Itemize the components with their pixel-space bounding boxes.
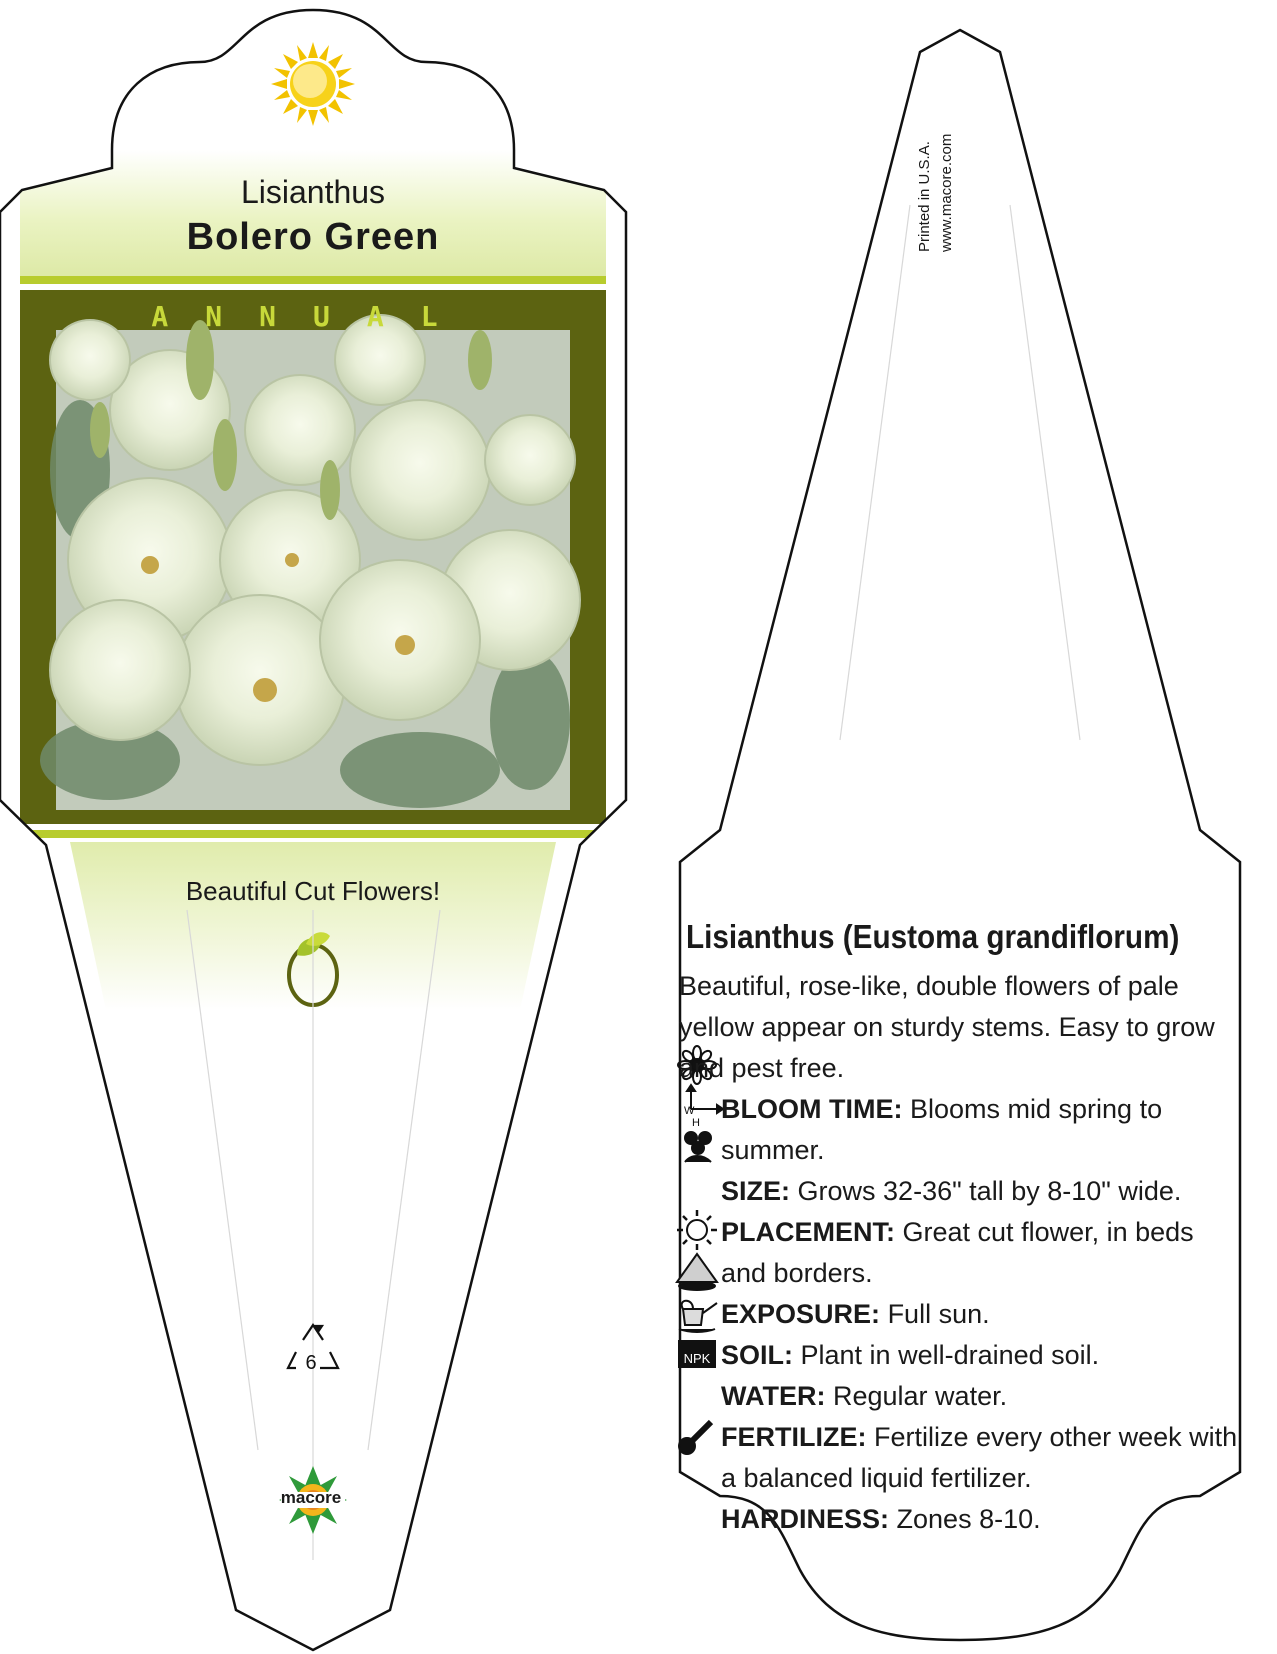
care-water	[679, 1376, 1239, 1417]
care-label: SIZE:	[721, 1176, 791, 1206]
variety-name: Bolero Green	[186, 216, 440, 258]
care-label: WATER:	[721, 1381, 826, 1411]
care-text	[679, 966, 1239, 1540]
care-label: SOIL:	[721, 1340, 793, 1370]
care-soil	[679, 1335, 1239, 1376]
care-value: Blooms mid spring to summer.	[721, 1094, 1163, 1165]
size-w-label: W	[684, 1105, 695, 1117]
size-h-label: H	[692, 1117, 700, 1129]
website: www.macore.com	[938, 133, 955, 252]
care-value: Great cut flower, in beds and borders.	[721, 1217, 1194, 1288]
care-size	[679, 1171, 1239, 1212]
tagline: Beautiful Cut Flowers!	[185, 876, 441, 906]
care-placement	[679, 1212, 1239, 1294]
care-label: FERTILIZE:	[721, 1422, 867, 1452]
care-label: EXPOSURE:	[721, 1299, 881, 1329]
care-label: PLACEMENT:	[721, 1217, 895, 1247]
care-value: Full sun.	[887, 1299, 990, 1329]
flower-photo	[40, 315, 580, 810]
care-label: HARDINESS:	[721, 1504, 890, 1534]
npk-label: NPK	[683, 1351, 711, 1366]
common-name: Lisianthus	[240, 174, 386, 210]
care-bloom-time	[679, 1089, 1239, 1171]
brand-name: macore	[280, 1488, 342, 1507]
care-label: BLOOM TIME:	[721, 1094, 903, 1124]
species-title: Lisianthus (Eustoma grandiflorum)	[686, 918, 1180, 955]
care-value: Zones 8-10.	[896, 1504, 1041, 1534]
care-value: Grows 32-36" tall by 8-10" wide.	[797, 1176, 1182, 1206]
sun-icon	[271, 42, 355, 126]
care-exposure	[679, 1294, 1239, 1335]
recycle-code: 6	[305, 1352, 317, 1374]
care-fertilize	[679, 1417, 1239, 1499]
care-hardiness	[679, 1499, 1239, 1540]
care-value: Fertilize every other week with a balanced liquid fertilizer.	[721, 1422, 1238, 1493]
care-value: Plant in well-drained soil.	[800, 1340, 1100, 1370]
description: Beautiful, rose-like, double flowers of pale yellow appear on sturdy stems. Easy to grow and pest free.	[679, 971, 1215, 1083]
printed-in: Printed in U.S.A.	[916, 141, 933, 252]
care-value: Regular water.	[833, 1381, 1008, 1411]
category-label: ANNUAL	[151, 300, 475, 333]
printed-info	[916, 52, 955, 252]
